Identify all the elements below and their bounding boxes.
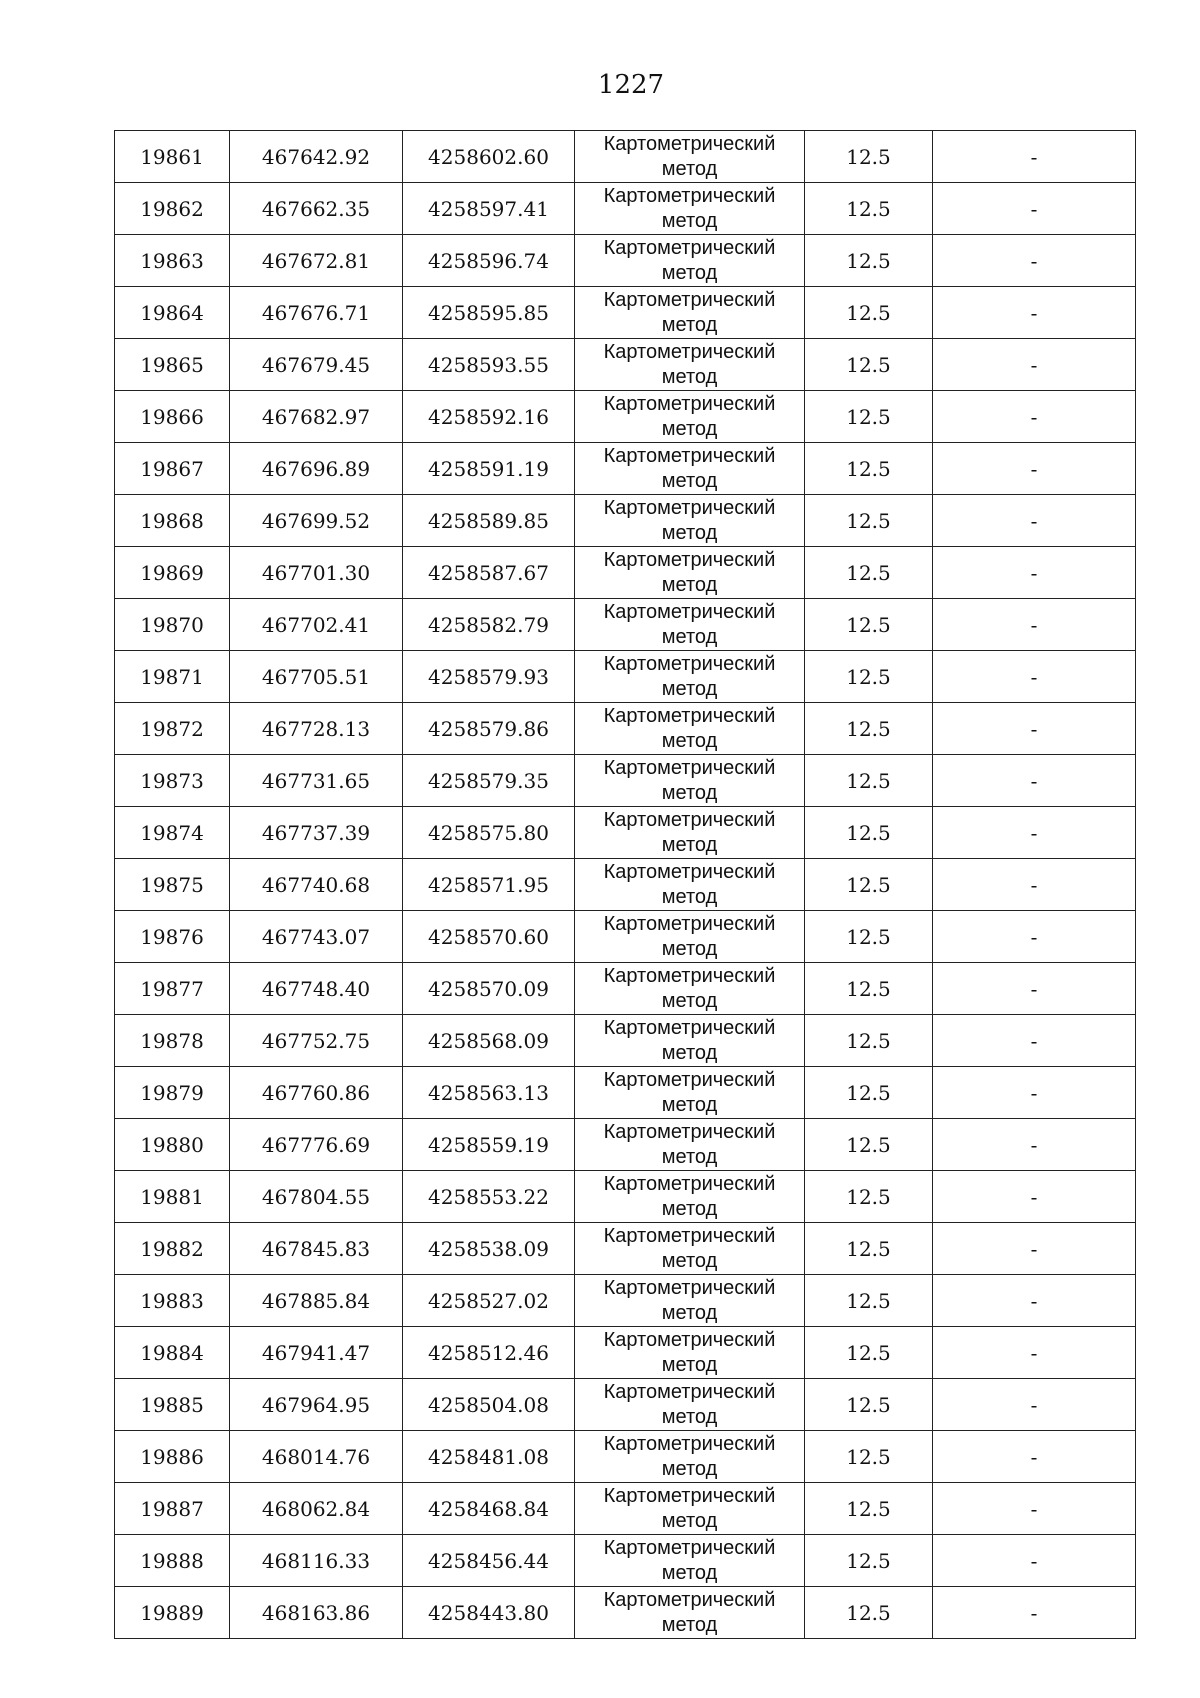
accuracy-cell: 12.5 xyxy=(805,443,933,495)
note-cell: - xyxy=(933,807,1136,859)
method-line-2: метод xyxy=(661,365,718,388)
table-row xyxy=(115,339,1136,391)
method-cell xyxy=(575,1535,805,1587)
method-line-2: метод xyxy=(661,989,718,1012)
x-coordinate-cell: 467679.45 xyxy=(230,339,403,391)
x-coordinate-cell: 467642.92 xyxy=(230,131,403,183)
method-line-1: Картометрический xyxy=(603,548,776,571)
point-id-cell: 19886 xyxy=(115,1431,230,1483)
point-id-cell: 19889 xyxy=(115,1587,230,1639)
x-coordinate-cell: 467676.71 xyxy=(230,287,403,339)
accuracy-cell: 12.5 xyxy=(805,391,933,443)
method-line-2: метод xyxy=(661,209,718,232)
note-cell: - xyxy=(933,963,1136,1015)
x-coordinate-cell: 467941.47 xyxy=(230,1327,403,1379)
accuracy-cell: 12.5 xyxy=(805,1015,933,1067)
x-coordinate-cell: 467702.41 xyxy=(230,599,403,651)
table-row xyxy=(115,235,1136,287)
point-id-cell: 19870 xyxy=(115,599,230,651)
method-line-1: Картометрический xyxy=(603,1588,776,1611)
note-cell: - xyxy=(933,1431,1136,1483)
x-coordinate-cell: 467672.81 xyxy=(230,235,403,287)
method-cell xyxy=(575,235,805,287)
method-line-2: метод xyxy=(661,1093,718,1116)
coordinates-table-body xyxy=(115,131,1136,1639)
method-line-1: Картометрический xyxy=(603,288,776,311)
accuracy-cell: 12.5 xyxy=(805,1431,933,1483)
y-coordinate-cell: 4258595.85 xyxy=(403,287,575,339)
x-coordinate-cell: 467699.52 xyxy=(230,495,403,547)
point-id-cell: 19862 xyxy=(115,183,230,235)
accuracy-cell: 12.5 xyxy=(805,1587,933,1639)
y-coordinate-cell: 4258591.19 xyxy=(403,443,575,495)
note-cell: - xyxy=(933,1535,1136,1587)
y-coordinate-cell: 4258579.86 xyxy=(403,703,575,755)
method-cell xyxy=(575,183,805,235)
y-coordinate-cell: 4258553.22 xyxy=(403,1171,575,1223)
y-coordinate-cell: 4258568.09 xyxy=(403,1015,575,1067)
table-row xyxy=(115,1431,1136,1483)
note-cell: - xyxy=(933,703,1136,755)
method-cell xyxy=(575,963,805,1015)
accuracy-cell: 12.5 xyxy=(805,1535,933,1587)
table-row xyxy=(115,755,1136,807)
table-row xyxy=(115,963,1136,1015)
method-line-1: Картометрический xyxy=(603,1224,776,1247)
method-line-1: Картометрический xyxy=(603,496,776,519)
y-coordinate-cell: 4258589.85 xyxy=(403,495,575,547)
note-cell: - xyxy=(933,1327,1136,1379)
point-id-cell: 19885 xyxy=(115,1379,230,1431)
x-coordinate-cell: 467964.95 xyxy=(230,1379,403,1431)
table-row xyxy=(115,1171,1136,1223)
method-cell xyxy=(575,651,805,703)
x-coordinate-cell: 467748.40 xyxy=(230,963,403,1015)
method-cell xyxy=(575,1171,805,1223)
accuracy-cell: 12.5 xyxy=(805,1119,933,1171)
x-coordinate-cell: 467760.86 xyxy=(230,1067,403,1119)
method-cell xyxy=(575,911,805,963)
note-cell: - xyxy=(933,183,1136,235)
method-line-2: метод xyxy=(661,1353,718,1376)
method-line-1: Картометрический xyxy=(603,1536,776,1559)
y-coordinate-cell: 4258579.35 xyxy=(403,755,575,807)
method-line-1: Картометрический xyxy=(603,1120,776,1143)
y-coordinate-cell: 4258587.67 xyxy=(403,547,575,599)
y-coordinate-cell: 4258575.80 xyxy=(403,807,575,859)
method-line-2: метод xyxy=(661,573,718,596)
method-line-1: Картометрический xyxy=(603,1484,776,1507)
method-line-2: метод xyxy=(661,157,718,180)
method-cell xyxy=(575,807,805,859)
method-line-1: Картометрический xyxy=(603,1276,776,1299)
method-cell xyxy=(575,1223,805,1275)
y-coordinate-cell: 4258538.09 xyxy=(403,1223,575,1275)
accuracy-cell: 12.5 xyxy=(805,287,933,339)
method-line-2: метод xyxy=(661,1457,718,1480)
note-cell: - xyxy=(933,1483,1136,1535)
method-line-2: метод xyxy=(661,1041,718,1064)
method-line-2: метод xyxy=(661,261,718,284)
point-id-cell: 19867 xyxy=(115,443,230,495)
point-id-cell: 19874 xyxy=(115,807,230,859)
x-coordinate-cell: 467743.07 xyxy=(230,911,403,963)
table-row xyxy=(115,1067,1136,1119)
method-line-1: Картометрический xyxy=(603,912,776,935)
point-id-cell: 19882 xyxy=(115,1223,230,1275)
method-line-2: метод xyxy=(661,417,718,440)
method-line-1: Картометрический xyxy=(603,340,776,363)
y-coordinate-cell: 4258579.93 xyxy=(403,651,575,703)
y-coordinate-cell: 4258512.46 xyxy=(403,1327,575,1379)
method-line-1: Картометрический xyxy=(603,600,776,623)
method-cell xyxy=(575,1067,805,1119)
note-cell: - xyxy=(933,443,1136,495)
y-coordinate-cell: 4258443.80 xyxy=(403,1587,575,1639)
method-line-2: метод xyxy=(661,1405,718,1428)
accuracy-cell: 12.5 xyxy=(805,1379,933,1431)
accuracy-cell: 12.5 xyxy=(805,807,933,859)
note-cell: - xyxy=(933,599,1136,651)
method-cell xyxy=(575,495,805,547)
coordinates-table xyxy=(114,130,1136,1639)
method-line-1: Картометрический xyxy=(603,652,776,675)
method-line-1: Картометрический xyxy=(603,1016,776,1039)
page-number: 1227 xyxy=(597,70,665,100)
y-coordinate-cell: 4258602.60 xyxy=(403,131,575,183)
accuracy-cell: 12.5 xyxy=(805,547,933,599)
table-row xyxy=(115,1535,1136,1587)
accuracy-cell: 12.5 xyxy=(805,755,933,807)
method-line-2: метод xyxy=(661,729,718,752)
y-coordinate-cell: 4258570.60 xyxy=(403,911,575,963)
note-cell: - xyxy=(933,1119,1136,1171)
table-row xyxy=(115,1015,1136,1067)
method-line-1: Картометрический xyxy=(603,808,776,831)
accuracy-cell: 12.5 xyxy=(805,1171,933,1223)
method-line-1: Картометрический xyxy=(603,236,776,259)
note-cell: - xyxy=(933,1015,1136,1067)
method-cell xyxy=(575,1587,805,1639)
point-id-cell: 19869 xyxy=(115,547,230,599)
accuracy-cell: 12.5 xyxy=(805,1223,933,1275)
note-cell: - xyxy=(933,1587,1136,1639)
note-cell: - xyxy=(933,547,1136,599)
accuracy-cell: 12.5 xyxy=(805,339,933,391)
method-line-1: Картометрический xyxy=(603,964,776,987)
method-line-2: метод xyxy=(661,469,718,492)
method-line-2: метод xyxy=(661,1301,718,1324)
method-line-2: метод xyxy=(661,1613,718,1636)
method-line-1: Картометрический xyxy=(603,756,776,779)
accuracy-cell: 12.5 xyxy=(805,235,933,287)
table-row xyxy=(115,495,1136,547)
x-coordinate-cell: 468116.33 xyxy=(230,1535,403,1587)
table-row xyxy=(115,807,1136,859)
y-coordinate-cell: 4258563.13 xyxy=(403,1067,575,1119)
note-cell: - xyxy=(933,1171,1136,1223)
accuracy-cell: 12.5 xyxy=(805,963,933,1015)
y-coordinate-cell: 4258527.02 xyxy=(403,1275,575,1327)
point-id-cell: 19880 xyxy=(115,1119,230,1171)
method-line-1: Картометрический xyxy=(603,1380,776,1403)
y-coordinate-cell: 4258597.41 xyxy=(403,183,575,235)
point-id-cell: 19863 xyxy=(115,235,230,287)
point-id-cell: 19883 xyxy=(115,1275,230,1327)
method-line-2: метод xyxy=(661,1145,718,1168)
point-id-cell: 19884 xyxy=(115,1327,230,1379)
table-row xyxy=(115,183,1136,235)
x-coordinate-cell: 468163.86 xyxy=(230,1587,403,1639)
x-coordinate-cell: 467845.83 xyxy=(230,1223,403,1275)
method-cell xyxy=(575,1379,805,1431)
point-id-cell: 19866 xyxy=(115,391,230,443)
method-line-2: метод xyxy=(661,1561,718,1584)
point-id-cell: 19861 xyxy=(115,131,230,183)
y-coordinate-cell: 4258571.95 xyxy=(403,859,575,911)
point-id-cell: 19864 xyxy=(115,287,230,339)
method-cell xyxy=(575,443,805,495)
method-line-2: метод xyxy=(661,677,718,700)
x-coordinate-cell: 467737.39 xyxy=(230,807,403,859)
note-cell: - xyxy=(933,131,1136,183)
x-coordinate-cell: 467705.51 xyxy=(230,651,403,703)
table-row xyxy=(115,1119,1136,1171)
method-cell xyxy=(575,859,805,911)
method-line-1: Картометрический xyxy=(603,392,776,415)
accuracy-cell: 12.5 xyxy=(805,1483,933,1535)
table-row xyxy=(115,1327,1136,1379)
y-coordinate-cell: 4258593.55 xyxy=(403,339,575,391)
accuracy-cell: 12.5 xyxy=(805,495,933,547)
x-coordinate-cell: 468062.84 xyxy=(230,1483,403,1535)
note-cell: - xyxy=(933,339,1136,391)
point-id-cell: 19888 xyxy=(115,1535,230,1587)
point-id-cell: 19881 xyxy=(115,1171,230,1223)
x-coordinate-cell: 467776.69 xyxy=(230,1119,403,1171)
accuracy-cell: 12.5 xyxy=(805,599,933,651)
table-row xyxy=(115,443,1136,495)
x-coordinate-cell: 467682.97 xyxy=(230,391,403,443)
x-coordinate-cell: 467662.35 xyxy=(230,183,403,235)
method-line-2: метод xyxy=(661,781,718,804)
method-line-1: Картометрический xyxy=(603,1172,776,1195)
method-line-1: Картометрический xyxy=(603,1432,776,1455)
method-cell xyxy=(575,1275,805,1327)
x-coordinate-cell: 467701.30 xyxy=(230,547,403,599)
note-cell: - xyxy=(933,1223,1136,1275)
accuracy-cell: 12.5 xyxy=(805,703,933,755)
y-coordinate-cell: 4258592.16 xyxy=(403,391,575,443)
note-cell: - xyxy=(933,1275,1136,1327)
method-line-2: метод xyxy=(661,833,718,856)
table-row xyxy=(115,703,1136,755)
y-coordinate-cell: 4258468.84 xyxy=(403,1483,575,1535)
table-row xyxy=(115,1483,1136,1535)
note-cell: - xyxy=(933,651,1136,703)
method-cell xyxy=(575,1015,805,1067)
accuracy-cell: 12.5 xyxy=(805,1067,933,1119)
x-coordinate-cell: 467885.84 xyxy=(230,1275,403,1327)
method-cell xyxy=(575,1327,805,1379)
method-cell xyxy=(575,703,805,755)
note-cell: - xyxy=(933,755,1136,807)
note-cell: - xyxy=(933,911,1136,963)
accuracy-cell: 12.5 xyxy=(805,131,933,183)
note-cell: - xyxy=(933,391,1136,443)
table-row xyxy=(115,391,1136,443)
x-coordinate-cell: 467728.13 xyxy=(230,703,403,755)
method-line-1: Картометрический xyxy=(603,704,776,727)
x-coordinate-cell: 467740.68 xyxy=(230,859,403,911)
point-id-cell: 19873 xyxy=(115,755,230,807)
method-line-2: метод xyxy=(661,625,718,648)
accuracy-cell: 12.5 xyxy=(805,651,933,703)
table-row xyxy=(115,911,1136,963)
method-line-2: метод xyxy=(661,521,718,544)
x-coordinate-cell: 467696.89 xyxy=(230,443,403,495)
method-cell xyxy=(575,547,805,599)
point-id-cell: 19887 xyxy=(115,1483,230,1535)
table-row xyxy=(115,599,1136,651)
method-cell xyxy=(575,131,805,183)
point-id-cell: 19872 xyxy=(115,703,230,755)
point-id-cell: 19878 xyxy=(115,1015,230,1067)
point-id-cell: 19875 xyxy=(115,859,230,911)
method-cell xyxy=(575,1483,805,1535)
table-row xyxy=(115,1223,1136,1275)
note-cell: - xyxy=(933,495,1136,547)
method-line-2: метод xyxy=(661,1509,718,1532)
method-cell xyxy=(575,599,805,651)
accuracy-cell: 12.5 xyxy=(805,1327,933,1379)
method-cell xyxy=(575,1119,805,1171)
y-coordinate-cell: 4258504.08 xyxy=(403,1379,575,1431)
table-row xyxy=(115,1275,1136,1327)
y-coordinate-cell: 4258596.74 xyxy=(403,235,575,287)
note-cell: - xyxy=(933,1067,1136,1119)
x-coordinate-cell: 467752.75 xyxy=(230,1015,403,1067)
point-id-cell: 19876 xyxy=(115,911,230,963)
accuracy-cell: 12.5 xyxy=(805,1275,933,1327)
method-cell xyxy=(575,1431,805,1483)
accuracy-cell: 12.5 xyxy=(805,859,933,911)
method-line-1: Картометрический xyxy=(603,132,776,155)
y-coordinate-cell: 4258481.08 xyxy=(403,1431,575,1483)
note-cell: - xyxy=(933,235,1136,287)
method-line-2: метод xyxy=(661,1249,718,1272)
table-row xyxy=(115,1379,1136,1431)
table-row xyxy=(115,1587,1136,1639)
method-line-1: Картометрический xyxy=(603,860,776,883)
y-coordinate-cell: 4258456.44 xyxy=(403,1535,575,1587)
method-cell xyxy=(575,391,805,443)
point-id-cell: 19865 xyxy=(115,339,230,391)
method-line-2: метод xyxy=(661,313,718,336)
note-cell: - xyxy=(933,287,1136,339)
method-line-1: Картометрический xyxy=(603,184,776,207)
method-cell xyxy=(575,339,805,391)
point-id-cell: 19879 xyxy=(115,1067,230,1119)
y-coordinate-cell: 4258582.79 xyxy=(403,599,575,651)
method-cell xyxy=(575,755,805,807)
x-coordinate-cell: 467804.55 xyxy=(230,1171,403,1223)
point-id-cell: 19877 xyxy=(115,963,230,1015)
method-line-2: метод xyxy=(661,1197,718,1220)
x-coordinate-cell: 467731.65 xyxy=(230,755,403,807)
point-id-cell: 19871 xyxy=(115,651,230,703)
table-row xyxy=(115,651,1136,703)
method-line-1: Картометрический xyxy=(603,444,776,467)
accuracy-cell: 12.5 xyxy=(805,183,933,235)
method-line-2: метод xyxy=(661,937,718,960)
point-id-cell: 19868 xyxy=(115,495,230,547)
y-coordinate-cell: 4258570.09 xyxy=(403,963,575,1015)
accuracy-cell: 12.5 xyxy=(805,911,933,963)
table-row xyxy=(115,131,1136,183)
table-row xyxy=(115,547,1136,599)
table-row xyxy=(115,859,1136,911)
method-cell xyxy=(575,287,805,339)
method-line-1: Картометрический xyxy=(603,1068,776,1091)
table-row xyxy=(115,287,1136,339)
x-coordinate-cell: 468014.76 xyxy=(230,1431,403,1483)
method-line-2: метод xyxy=(661,885,718,908)
method-line-1: Картометрический xyxy=(603,1328,776,1351)
note-cell: - xyxy=(933,1379,1136,1431)
y-coordinate-cell: 4258559.19 xyxy=(403,1119,575,1171)
note-cell: - xyxy=(933,859,1136,911)
